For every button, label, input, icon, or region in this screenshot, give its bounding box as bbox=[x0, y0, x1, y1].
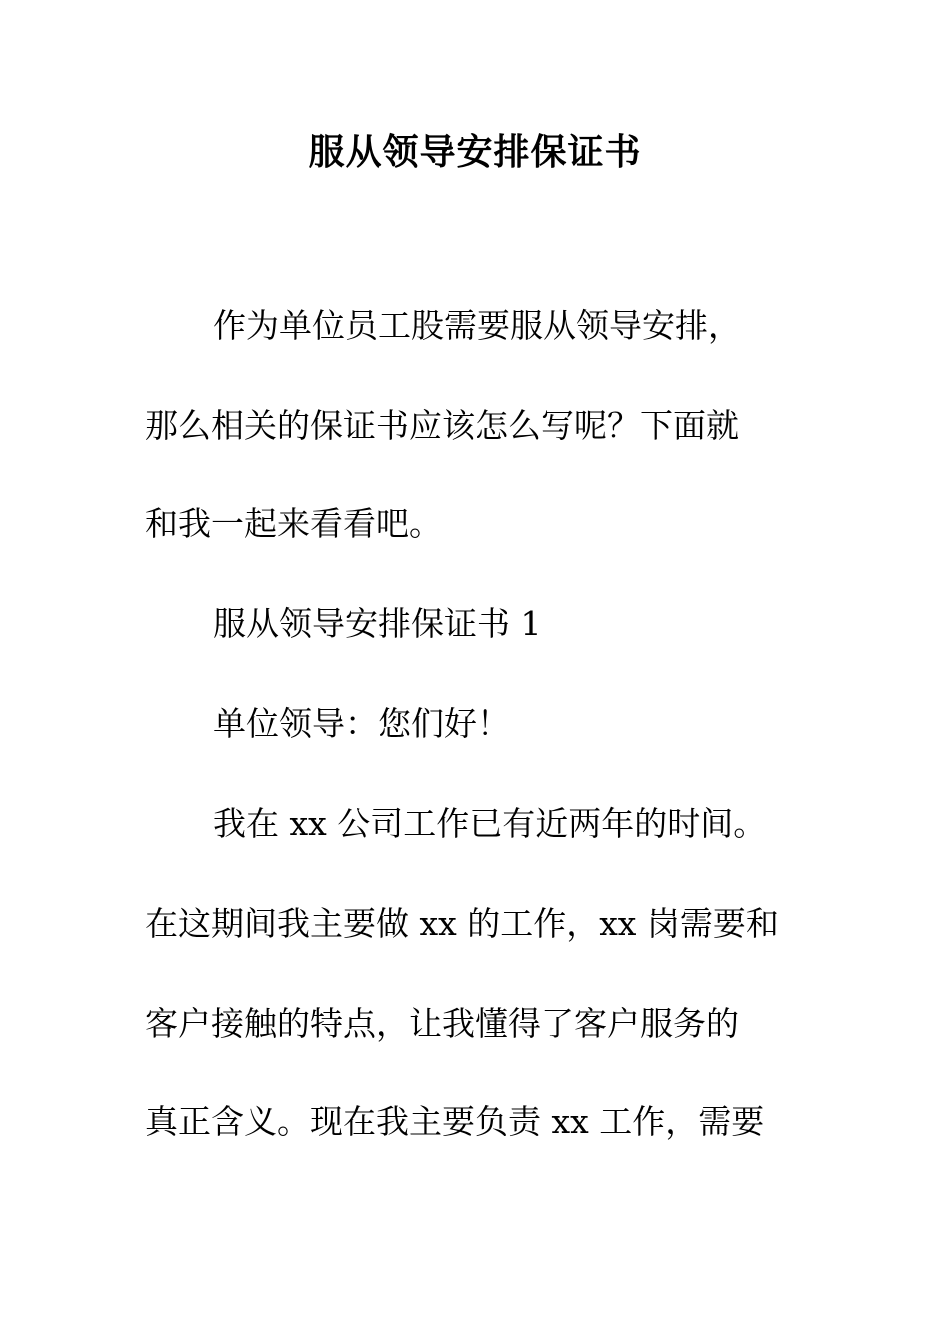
paragraph-line: 我在 xx 公司工作已有近两年的时间。 bbox=[213, 804, 767, 843]
section-heading: 服从领导安排保证书 1 bbox=[213, 604, 542, 643]
paragraph-line: 在这期间我主要做 xx 的工作，xx 岗需要和 bbox=[145, 904, 779, 943]
paragraph-line: 和我一起来看看吧。 bbox=[145, 504, 442, 543]
document-title: 服从领导安排保证书 bbox=[308, 131, 642, 173]
paragraph-line: 那么相关的保证书应该怎么写呢？下面就 bbox=[145, 406, 739, 445]
salutation-line: 单位领导：您们好！ bbox=[213, 704, 510, 743]
paragraph-line: 作为单位员工股需要服从领导安排， bbox=[213, 306, 741, 345]
paragraph-line: 真正含义。现在我主要负责 xx 工作，需要 bbox=[145, 1102, 765, 1141]
paragraph-line: 客户接触的特点，让我懂得了客户服务的 bbox=[145, 1004, 739, 1043]
